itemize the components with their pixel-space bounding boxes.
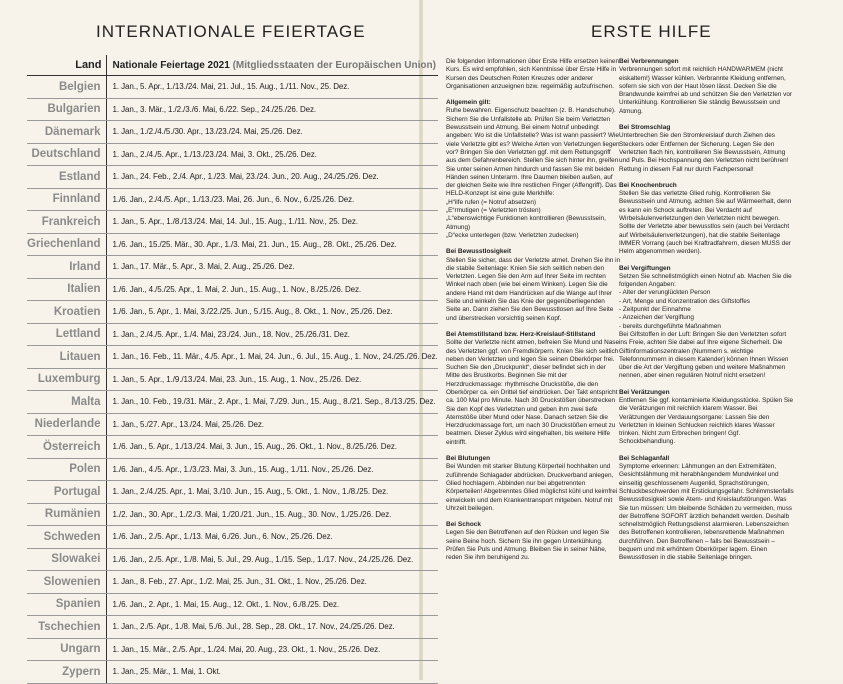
header-holidays-title: Nationale Feiertage 2021 <box>112 59 230 71</box>
section-heading: Bei Atemstillstand bzw. Herz-Kreislauf-Stillstand <box>446 330 596 338</box>
holiday-dates: 1. Jan., 8. Feb., 27. Apr., 1./2. Mai, 25. Jun., 31. Okt., 1. Nov., 25./26. Dez. <box>106 571 438 594</box>
table-row <box>27 436 438 459</box>
holiday-dates: 1. Jan., 5. Apr., 1./13./24. Mai, 21. Jul., 15. Aug., 1./11. Nov., 25. Dez. <box>106 76 438 99</box>
section-heading: Allgemein gilt: <box>446 99 491 107</box>
table-row <box>27 301 438 324</box>
holiday-dates: 1. Jan., 5. Apr., 1./8./13./24. Mai, 14. Jul., 15. Aug., 1./11. Nov., 25. Dez. <box>106 211 438 234</box>
holiday-dates: 1. Jan., 24. Feb., 2./4. Apr., 1./23. Mai, 23./24. Jun., 20. Aug., 24./25./26. Dez. <box>106 166 438 189</box>
section-text: Sollte der Verletzte nicht atmen, befreien Sie Mund und Nase des Verletzten ggf. von Fremdkörpern. Knien Sie sich seitlich neben den Verletzten und legen Sie seinen Oberkörper frei. Suchen Sie den „Druckpunkt“, dieser befindet sich in der Mitte des Brustkorbs. Beginnen Sie mit der Herzdruckmassage: rhythmische Druckstöße, die den Oberkörper ca. ein Drittel tief eindrücken. Der Takt entspricht ca. 100 Mal pro Minute. Nach 30 Druckstößen überstrecken Sie den Kopf des Verletzten und geben ihm zwei tiefe Atemstöße über Mund oder Nase. Danach setzen Sie die Herzdruckmassage fort, um nach 30 Druckstößen erneut zu beatmen. Dieser Zyklus wird eingehalten, bis weitere Hilfe eintrifft. <box>446 339 620 446</box>
country-name: Rumänien <box>27 503 106 526</box>
holidays-table <box>27 55 438 684</box>
section-text: Legen Sie den Betroffenen auf den Rücken und legen Sie seine Beine hoch. Sichern Sie ihn gegen Unterkühlung. Prüfen Sie Puls und Atmung. Bleiben Sie in seiner Nähe, reden Sie ihm beruhigend zu. <box>446 529 610 562</box>
section-text: Stellen Sie das verletzte Glied ruhig. Kontrollieren Sie Bewusstsein und Atmung, achten Sie auf Wärmeerhalt, denn es kann ein Schock auftreten. Bei Verdacht auf Wirbelsäulenverletzungen den Verletzten nicht bewegen. Sollte der Verletzte aber bewusstlos sein (auch bei Verdacht auf Wirbelsäulenverletzungen), hat die stabile Seitenlage IMMER Vorrang (auch bei Kraftradfahrern, diesen MUSS der Helm abgenommen werden). <box>619 190 792 256</box>
section-heading: Bei Blutungen <box>446 455 491 463</box>
section-text: Stellen Sie sicher, dass der Verletzte atmet. Drehen Sie ihn in die stabile Seitenlage: Knien Sie sich seitlich neben den Verletzten. Legen Sie den Arm auf Ihrer Seite im rechten Winkel nach oben (wie bei einem Winken). Legen Sie die andere Hand mit dem Handrücken auf die Wange auf Ihrer Seite und winkeln Sie das Knie der gegenüberliegenden Seite an. Dann ziehen Sie den Bewusstlosen auf Ihre Seite und überstrecken vorsichtig seinen Kopf. <box>446 256 621 322</box>
section-heading: Bei Verätzungen <box>619 388 670 396</box>
country-name: Luxemburg <box>27 368 106 391</box>
table-row <box>27 211 438 234</box>
section-text: Bei Wunden mit starker Blutung Körperteil hochhalten und zuführende Schlagader abdrücken. Druckverband anlegen, Glied hochlagern. Abbinden nur bei abgetrennten Körperteilen! Abgetrenntes Glied möglichst kühl und keimfrei einwickeln und dem Krankentransport mitgeben. Notruf mit Uhrzeit beilegen. <box>446 463 618 512</box>
holiday-dates: 1. Jan., 2./4./5. Apr., 1./4. Mai, 23./24. Jun., 18. Nov., 25./26./31. Dez. <box>106 323 438 346</box>
first-aid-section <box>619 182 794 257</box>
table-row <box>27 548 438 571</box>
holidays-title: INTERNATIONALE FEIERTAGE <box>96 22 366 41</box>
section-text: Die folgenden Informationen über Erste Hilfe ersetzen keinen Kurs. Es wird empfohlen, sich Kenntnisse über Erste Hilfe in Kursen des Deutschen Roten Kreuzes oder anderer Organisationen anzueignen bzw. regelmäßig aufzufrischen. <box>446 58 620 90</box>
table-header-row <box>27 55 438 76</box>
country-name: Ungarn <box>27 638 106 661</box>
section-text: Unterbrechen Sie den Stromkreislauf durch Ziehen des Steckers oder Entfernen der Sicherung. Legen Sie den Verletzten flach hin, kontrollieren Sie Bewusstsein, Atmung und Puls. Bei Hochspannung den Verletzten nicht berühren! Rettung in diesem Fall nur durch Fachpersonal! <box>619 132 789 173</box>
country-name: Schweden <box>27 526 106 549</box>
table-row <box>27 278 438 301</box>
section-text: Verbrennungen sofort mit reichlich HANDWARMEM (nicht eiskaltem!) Wasser kühlen. Verbrannte Kleidung entfernen, sofern sie sich von der Haut lösen lässt. Decken Sie die Brandwunde keimfrei ab und schützen Sie den Verletzten vor Unterkühlung. Kontrollieren Sie ständig Bewusstsein und Atmung. <box>619 66 793 115</box>
country-name: Lettland <box>27 323 106 346</box>
country-name: Polen <box>27 458 106 481</box>
holiday-dates: 1./6. Jan., 4./5. Apr., 1./3./23. Mai, 3. Jun., 15. Aug., 1./11. Nov., 25./26. Dez. <box>106 458 438 481</box>
country-name: Kroatien <box>27 301 106 324</box>
first-aid-column-1 <box>446 58 621 571</box>
section-text: Symptome erkennen: Lähmungen an den Extremitäten, Gesichtslähmung mit herabhängendem Mundwinkel und einseitig geschlossenem Augenlid, Sprachstörungen, Schluckbeschwerden mit Erstickungsgefahr. Schlimmstenfalls Bewusstlosigkeit sowie Atem- und Kreislaufstörungen. Was Sie tun müssen: Um bleibende Schäden zu vermeiden, muss der Betroffene SOFORT ärztlich behandelt werden. Deshalb schnellstmöglich Rettungsdienst alarmieren. Lebenszeichen des Betroffenen kontrollieren, lebensrettende Maßnahmen durchführen. Den Betroffenen – falls bei Bewusstsein – bequem und mit erhöhtem Oberkörper lagern. Einen Bewusstlosen in die stabile Seitenlage bringen. <box>619 463 794 562</box>
section-text: Setzen Sie schnellstmöglich einen Notruf ab. Machen Sie die folgenden Angaben: - Alter der verunglückten Person - Art, Menge und Konzentration des Giftstoffes - Zeitpunkt der Einnahme - Anzeichen der Vergiftung - bereits durchgeführte Maßnahmen Bei Giftstoffen in der Luft: Bringen Sie den Verletzten sofort ins Freie, achten Sie dabei auf Ihre eigene Sicherheit. Die Giftinformationszentralen (Nummern s. wichtige Telefonnummern in diesem Kalender) können Ihnen Wissen über die Art der Vergiftung geben und weitere Maßnahmen nennen, aber einen regulären Notruf nicht ersetzen! <box>619 272 792 380</box>
first-aid-section <box>619 124 794 174</box>
first-aid-section <box>619 265 794 381</box>
country-name: Litauen <box>27 346 106 369</box>
holiday-dates: 1. Jan., 5. Apr., 1./9./13./24. Mai, 23. Jun., 15. Aug., 1. Nov., 25./26. Dez. <box>106 368 438 391</box>
holiday-dates: 1./6. Jan., 5. Apr., 1./13./24. Mai, 3. Jun., 15. Aug., 26. Okt., 1. Nov., 8./25./26. Dez. <box>106 436 438 459</box>
country-name: Spanien <box>27 593 106 616</box>
first-aid-column-2 <box>619 58 794 571</box>
country-name: Zypern <box>27 661 106 684</box>
holiday-dates: 1./6. Jan., 2. Apr., 1. Mai, 15. Aug., 12. Okt., 1. Nov., 6./8./25. Dez. <box>106 593 438 616</box>
holiday-dates: 1. Jan., 3. Mär., 1./2./3./6. Mai, 6./22. Sep., 24./25./26. Dez. <box>106 98 438 121</box>
table-row <box>27 346 438 369</box>
table-row <box>27 481 438 504</box>
country-name: Deutschland <box>27 143 106 166</box>
holiday-dates: 1./2. Jan., 30. Apr., 1./2./3. Mai, 1./20./21. Jun., 15. Aug., 30. Nov., 1./25./26. Dez. <box>106 503 438 526</box>
table-row <box>27 526 438 549</box>
section-heading: Bei Schock <box>446 521 482 529</box>
table-row <box>27 391 438 414</box>
section-text: Entfernen Sie ggf. kontaminierte Kleidungsstücke. Spülen Sie die Verätzungen mit reichlich klarem Wasser. Bei Verätzungen der Verdauungsorgane: Lassen Sie den Verletzten in kleinen Schlucken reichlich klares Wasser trinken. Nicht zum Erbrechen bringen! Ggf. Schockbehandlung. <box>619 396 794 446</box>
first-aid-section <box>446 331 621 447</box>
holiday-dates: 1. Jan., 2./5. Apr., 1./8. Mai, 5./6. Jul., 28. Sep., 28. Okt., 17. Nov., 24./25./26. Dez. <box>106 616 438 639</box>
table-row <box>27 256 438 279</box>
section-heading: Bei Schlaganfall <box>619 454 670 462</box>
holiday-dates: 1. Jan., 17. Mär., 5. Apr., 3. Mai, 2. Aug., 25./26. Dez. <box>106 256 438 279</box>
header-holidays-subtitle: (Mitgliedsstaaten der Europäischen Union) <box>232 59 436 71</box>
holiday-dates: 1./6. Jan., 2./5. Apr., 1./8. Mai, 5. Jul., 29. Aug., 1./15. Sep., 1./17. Nov., 24./25./26. Dez. <box>106 548 438 571</box>
holiday-dates: 1./6. Jan., 15./25. Mär., 30. Apr., 1./3. Mai, 21. Jun., 15. Aug., 28. Okt., 25./26. Dez. <box>106 233 438 256</box>
country-name: Slowakei <box>27 548 106 571</box>
table-row <box>27 503 438 526</box>
section-heading: Bei Knochenbruch <box>619 181 677 189</box>
table-row <box>27 368 438 391</box>
table-row <box>27 638 438 661</box>
holiday-dates: 1./6. Jan., 4./5./25. Apr., 1. Mai, 2. Jun., 15. Aug., 1. Nov., 8./25./26. Dez. <box>106 278 438 301</box>
header-holidays <box>106 55 438 76</box>
first-aid-title: ERSTE HILFE <box>591 22 712 41</box>
first-aid-section <box>619 58 794 116</box>
table-row <box>27 76 438 99</box>
table-row <box>27 616 438 639</box>
table-row <box>27 188 438 211</box>
country-name: Österreich <box>27 436 106 459</box>
holiday-dates: 1./6. Jan., 2./4./5. Apr., 1./13./23. Mai, 26. Jun., 6. Nov., 6./25./26. Dez. <box>106 188 438 211</box>
holiday-dates: 1. Jan., 16. Feb., 11. Mär., 4./5. Apr., 1. Mai, 24. Jun., 6. Jul., 15. Aug., 1. Nov., 24./25./26. Dez. <box>106 346 438 369</box>
table-row <box>27 413 438 436</box>
country-name: Niederlande <box>27 413 106 436</box>
first-aid-section <box>446 99 621 240</box>
holiday-dates: 1. Jan., 15. Mär., 2./5. Apr., 1./24. Mai, 20. Aug., 23. Okt., 1. Nov., 25./26. Dez. <box>106 638 438 661</box>
table-row <box>27 593 438 616</box>
section-heading: Bei Verbrennungen <box>619 58 679 65</box>
first-aid-section <box>619 389 794 447</box>
country-name: Slowenien <box>27 571 106 594</box>
first-aid-section <box>446 58 621 91</box>
section-heading: Bei Vergiftungen <box>619 264 671 272</box>
table-row <box>27 571 438 594</box>
table-row <box>27 458 438 481</box>
section-heading: Bei Stromschlag <box>619 124 671 132</box>
first-aid-section <box>446 248 621 323</box>
table-row <box>27 98 438 121</box>
country-name: Portugal <box>27 481 106 504</box>
holiday-dates: 1./6. Jan., 5. Apr., 1. Mai, 3./22./25. Jun., 5./15. Aug., 8. Okt., 1. Nov., 25./26. Dez. <box>106 301 438 324</box>
country-name: Malta <box>27 391 106 414</box>
country-name: Frankreich <box>27 211 106 234</box>
country-name: Dänemark <box>27 121 106 144</box>
country-name: Italien <box>27 278 106 301</box>
country-name: Tschechien <box>27 616 106 639</box>
section-heading: Bei Bewusstlosigkeit <box>446 248 512 256</box>
country-name: Irland <box>27 256 106 279</box>
country-name: Bulgarien <box>27 98 106 121</box>
header-land: Land <box>27 55 106 76</box>
table-row <box>27 121 438 144</box>
country-name: Griechenland <box>27 233 106 256</box>
holiday-dates: 1./6. Jan., 2./5. Apr., 1./13. Mai, 6./26. Jun., 6. Nov., 25./26. Dez. <box>106 526 438 549</box>
holiday-dates: 1. Jan., 1./2./4./5./30. Apr., 13./23./24. Mai, 25./26. Dez. <box>106 121 438 144</box>
table-row <box>27 323 438 346</box>
first-aid-section <box>619 455 794 563</box>
table-row <box>27 233 438 256</box>
holiday-dates: 1. Jan., 5./27. Apr., 13./24. Mai, 25./26. Dez. <box>106 413 438 436</box>
holiday-dates: 1. Jan., 10. Feb., 19./31. Mär., 2. Apr., 1. Mai, 7./29. Jun., 15. Aug., 8./21. Sep., 8./13./25. Dez. <box>106 391 438 414</box>
first-aid-section <box>446 455 621 513</box>
holidays-table-body <box>27 76 438 684</box>
country-name: Finnland <box>27 188 106 211</box>
country-name: Belgien <box>27 76 106 99</box>
holiday-dates: 1. Jan., 25. Mär., 1. Mai, 1. Okt. <box>106 661 438 684</box>
table-row <box>27 143 438 166</box>
holiday-dates: 1. Jan., 2./4./5. Apr., 1./13./23./24. Mai, 3. Okt., 25./26. Dez. <box>106 143 438 166</box>
first-aid-section <box>446 521 621 562</box>
holiday-dates: 1. Jan., 2./4./25. Apr., 1. Mai, 3./10. Jun., 15. Aug., 5. Okt., 1. Nov., 1./8./25. Dez. <box>106 481 438 504</box>
country-name: Estland <box>27 166 106 189</box>
section-text: Ruhe bewahren. Eigenschutz beachten (z. B. Handschuhe). Sichern Sie die Unfallstelle ab. Prüfen Sie beim Verletzten Bewusstsein und Atmung. Bei einem Notruf unbedingt angeben: Wo ist die Unfallstelle? Was ist wann passiert? Wie viele Verletzte gibt es? Welche Arten von Verletzungen liegen vor? Bringen Sie den Verletzten ggf. mit dem Rettungsgriff aus dem Gefahrenbereich. Stellen Sie sich hinter ihn, greifen Sie unter seinen Armen hindurch und fassen Sie mit beiden Händen seinen Unterarm. Ihre Daumen bleiben außen, auf der gleichen Seite wie Ihre restlichen Finger (Affengriff). Das HELD-Konzept ist eine gute Merkhilfe: „H“ilfe rufen (= Notruf absetzen) „E“rmutigen (= Verletzten trösten) „L“ebenswichtige Funktionen kontrollieren (Bewusstsein, Atmung) „D“ecke unterlegen (bzw. Verletzten zudecken) <box>446 107 620 239</box>
table-row <box>27 166 438 189</box>
